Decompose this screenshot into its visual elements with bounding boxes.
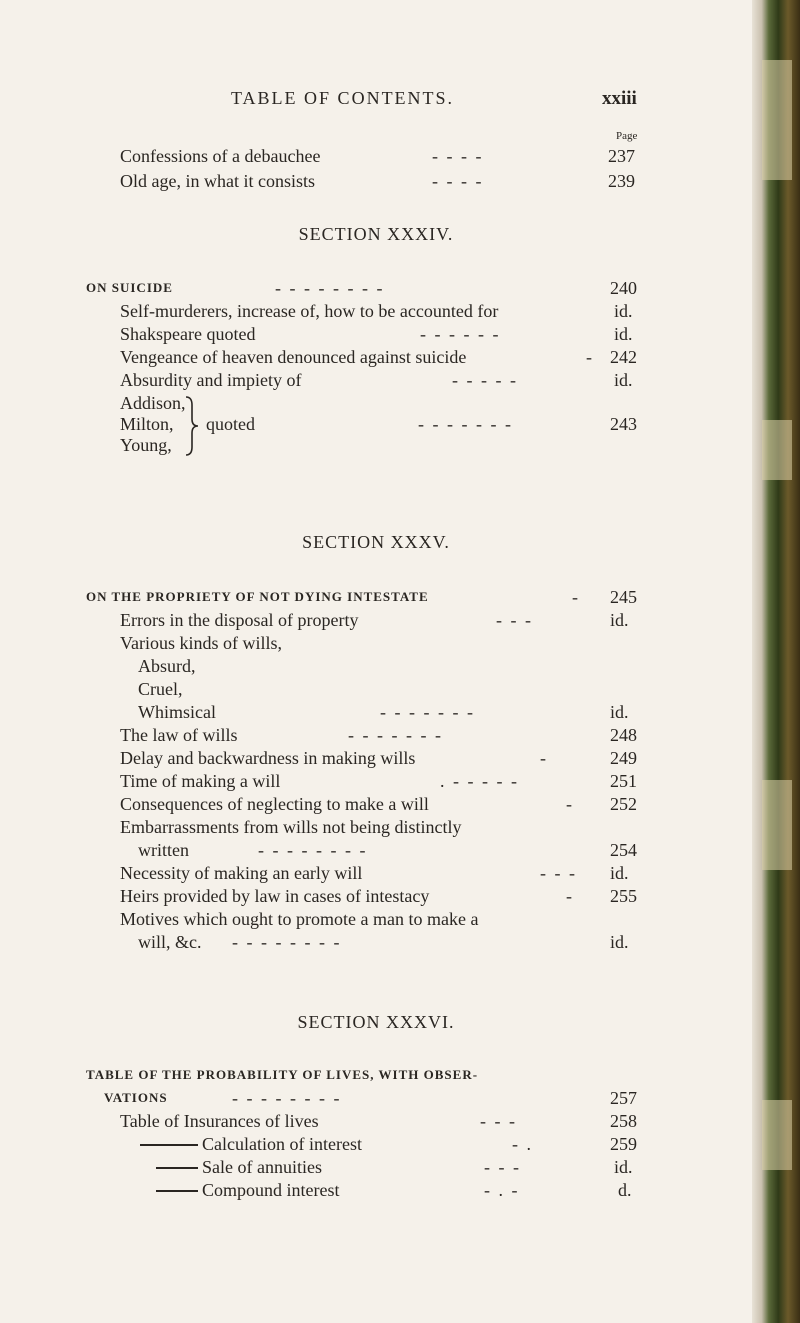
entry-leader: - - - - - - - - bbox=[258, 840, 368, 860]
running-header bbox=[0, 88, 752, 112]
book-binding-edge bbox=[752, 0, 800, 1323]
entry-page: 240 bbox=[610, 278, 637, 298]
entry-label: Motives which ought to promote a man to make a bbox=[120, 909, 479, 929]
entry-page: id. bbox=[610, 610, 629, 630]
entry-label: Heirs provided by law in cases of intestacy bbox=[120, 886, 430, 906]
entry-label: Cruel, bbox=[138, 679, 183, 699]
entry-label: written bbox=[138, 840, 189, 860]
entry-page: 258 bbox=[610, 1111, 637, 1131]
entry-page: 237 bbox=[608, 146, 635, 166]
section-heading: SECTION XXXIV. bbox=[298, 224, 454, 244]
entry-leader: - - - bbox=[496, 610, 533, 630]
entry-page: d. bbox=[618, 1180, 632, 1200]
toc-main-entry bbox=[0, 1087, 752, 1109]
entry-leader: - - - - - - - - bbox=[232, 932, 342, 952]
ditto-rule bbox=[140, 1144, 198, 1146]
entry-page: 243 bbox=[610, 414, 637, 434]
entry-label: Absurdity and impiety of bbox=[120, 370, 302, 390]
entry-page: 245 bbox=[610, 587, 637, 607]
entry-label: Vengeance of heaven denounced against suicide bbox=[120, 347, 467, 367]
toc-group-name bbox=[0, 434, 752, 456]
toc-entry bbox=[0, 724, 752, 746]
entry-leader: - . bbox=[512, 1134, 533, 1154]
toc-entry bbox=[0, 300, 752, 322]
toc-group-entry bbox=[0, 413, 752, 435]
entry-label: The law of wills bbox=[120, 725, 238, 745]
section-heading: SECTION XXXVI. bbox=[297, 1012, 455, 1032]
toc-entry bbox=[0, 170, 752, 192]
entry-page: 254 bbox=[610, 840, 637, 860]
ditto-rule bbox=[156, 1190, 198, 1192]
toc-entry bbox=[0, 885, 752, 907]
toc-entry bbox=[0, 145, 752, 167]
entry-leader: - bbox=[566, 886, 574, 906]
entry-label: Errors in the disposal of property bbox=[120, 610, 359, 630]
folio-number: xxiii bbox=[602, 88, 637, 109]
entry-leader: - - - - bbox=[432, 171, 484, 191]
entry-label: ON THE PROPRIETY OF NOT DYING INTESTATE bbox=[86, 589, 429, 604]
group-name: Young, bbox=[120, 435, 172, 455]
toc-entry bbox=[0, 678, 752, 700]
entry-label: Table of Insurances of lives bbox=[120, 1111, 319, 1131]
toc-entry bbox=[0, 323, 752, 345]
entry-page: 255 bbox=[610, 886, 637, 906]
entry-label: will, &c. bbox=[138, 932, 202, 952]
entry-label: Time of making a will bbox=[120, 771, 281, 791]
toc-entry bbox=[0, 862, 752, 884]
entry-label: Various kinds of wills, bbox=[120, 633, 282, 653]
entry-leader: - - - bbox=[480, 1111, 517, 1131]
entry-leader: - bbox=[572, 587, 580, 607]
toc-entry bbox=[0, 1156, 752, 1178]
entry-page: 239 bbox=[608, 171, 635, 191]
entry-label: Necessity of making an early will bbox=[120, 863, 363, 883]
entry-page: id. bbox=[614, 1157, 633, 1177]
toc-entry bbox=[0, 1110, 752, 1132]
entry-leader: - - - - - - - - bbox=[275, 278, 385, 298]
toc-entry bbox=[0, 655, 752, 677]
toc-entry bbox=[0, 747, 752, 769]
entry-leader: . - - - - - bbox=[440, 771, 519, 791]
entry-leader: - . - bbox=[484, 1180, 520, 1200]
binding-streak bbox=[762, 780, 792, 870]
entry-page: id. bbox=[614, 370, 633, 390]
binding-streak bbox=[762, 1100, 792, 1170]
entry-label: Consequences of neglecting to make a will bbox=[120, 794, 429, 814]
entry-label: Whimsical bbox=[138, 702, 216, 722]
page-column-label: Page bbox=[616, 130, 638, 142]
toc-entry bbox=[0, 793, 752, 815]
entry-page: 251 bbox=[610, 771, 637, 791]
entry-label: Old age, in what it consists bbox=[120, 171, 315, 191]
entry-page: 252 bbox=[610, 794, 637, 814]
toc-main-entry bbox=[0, 1064, 752, 1086]
entry-label: Confessions of a debauchee bbox=[120, 146, 321, 166]
toc-entry bbox=[0, 1179, 752, 1201]
entry-leader: - - - bbox=[540, 863, 577, 883]
toc-entry bbox=[0, 931, 752, 953]
group-name: Milton, bbox=[120, 414, 174, 434]
entry-leader: - bbox=[540, 748, 548, 768]
entry-page: 242 bbox=[610, 347, 637, 367]
entry-page: 248 bbox=[610, 725, 637, 745]
entry-leader: - - - - - - - bbox=[348, 725, 443, 745]
toc-entry bbox=[0, 346, 752, 368]
entry-leader: - - - - - bbox=[452, 370, 518, 390]
toc-entry bbox=[0, 632, 752, 654]
toc-entry bbox=[0, 609, 752, 631]
entry-page: id. bbox=[614, 324, 633, 344]
entry-leader: - bbox=[586, 347, 594, 367]
header-title: TABLE OF CONTENTS. bbox=[231, 88, 455, 108]
entry-label: Embarrassments from wills not being distinctly bbox=[120, 817, 462, 837]
entry-page: 259 bbox=[610, 1134, 637, 1154]
toc-entry bbox=[0, 770, 752, 792]
toc-main-entry bbox=[0, 277, 752, 299]
entry-label: Sale of annuities bbox=[202, 1157, 322, 1177]
entry-page: id. bbox=[610, 702, 629, 722]
entry-label: Calculation of interest bbox=[202, 1134, 362, 1154]
section-heading: SECTION XXXV. bbox=[302, 532, 450, 552]
entry-page: 257 bbox=[610, 1088, 637, 1108]
binding-streak bbox=[762, 60, 792, 180]
entry-leader: - - - - - - - - bbox=[232, 1088, 342, 1108]
entry-label: Compound interest bbox=[202, 1180, 340, 1200]
toc-entry bbox=[0, 839, 752, 861]
toc-entry bbox=[0, 701, 752, 723]
group-label: quoted bbox=[206, 414, 255, 434]
entry-page: id. bbox=[610, 932, 629, 952]
entry-leader: - - - - - - bbox=[420, 324, 501, 344]
toc-entry bbox=[0, 1133, 752, 1155]
brace-shape bbox=[184, 395, 202, 457]
toc-entry bbox=[0, 816, 752, 838]
entry-label: ON SUICIDE bbox=[86, 280, 173, 295]
entry-page: id. bbox=[614, 301, 633, 321]
entry-label: TABLE OF THE PROBABILITY OF LIVES, WITH OBSER- bbox=[86, 1067, 479, 1082]
entry-label: VATIONS bbox=[104, 1090, 168, 1105]
entry-label: Absurd, bbox=[138, 656, 196, 676]
entry-page: 249 bbox=[610, 748, 637, 768]
toc-entry bbox=[0, 369, 752, 391]
entry-label: Self-murderers, increase of, how to be accounted for bbox=[120, 301, 499, 321]
entry-page: id. bbox=[610, 863, 629, 883]
ditto-rule bbox=[156, 1167, 198, 1169]
entry-leader: - bbox=[566, 794, 574, 814]
toc-entry bbox=[0, 908, 752, 930]
entry-leader: - - - bbox=[484, 1157, 521, 1177]
entry-leader: - - - - bbox=[432, 146, 484, 166]
entry-label: Shakspeare quoted bbox=[120, 324, 256, 344]
entry-label: Delay and backwardness in making wills bbox=[120, 748, 416, 768]
toc-main-entry bbox=[0, 586, 752, 608]
entry-leader: - - - - - - - bbox=[380, 702, 475, 722]
entry-leader: - - - - - - - bbox=[418, 414, 513, 434]
group-name: Addison, bbox=[120, 393, 186, 413]
toc-group-name bbox=[0, 392, 752, 414]
binding-streak bbox=[762, 420, 792, 480]
